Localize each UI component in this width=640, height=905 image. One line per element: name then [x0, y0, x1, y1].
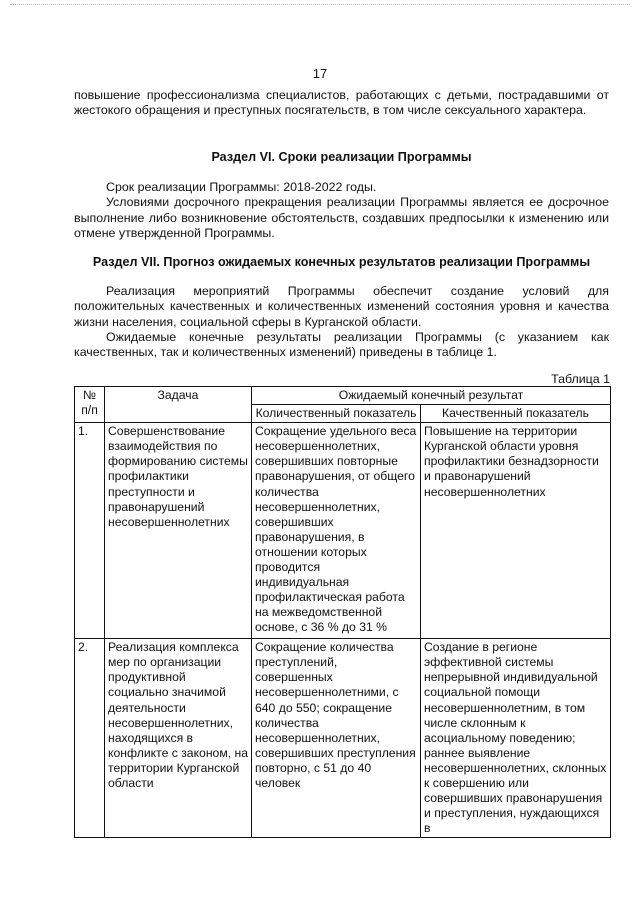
row-task: Совершенствование взаимодействия по формированию системы профилактики преступности и правонарушений несовершеннолетних [105, 423, 252, 639]
scan-edge-dots [10, 4, 630, 5]
header-task: Задача [105, 387, 252, 423]
page-number: 17 [312, 66, 328, 81]
header-expected-result: Ожидаемый конечный результат [252, 387, 611, 405]
row-quantitative: Сокращение удельного веса несовершеннолетних, совершивших повторные правонарушения, от общего количества несовершеннолетних, совершивших правонарушения, в отношении которых проводится индивидуальная профилактическая работа на межведомственной основе, с 36 % до 31 % [252, 423, 421, 639]
section-7-heading: Раздел VII. Прогноз ожидаемых конечных результатов реализации Программы [92, 255, 591, 269]
section-6-paragraph-2: Условиями досрочного прекращения реализации Программы является ее досрочное выполнение либо возникновение обстоятельств, создавших предпосылки к изменению или отмене утвержденной Программы. [74, 195, 609, 240]
section-7-paragraph-1: Реализация мероприятий Программы обеспечит создание условий для положительных качественных и количественных изменений состояния уровня и качества жизни населения, социальной сферы в Курганской области. [74, 284, 609, 329]
section-7-paragraph-2: Ожидаемые конечные результаты реализации Программы (с указанием как качественных, так и количественных изменений) приведены в таблице 1. [74, 329, 609, 360]
section-6-text [74, 180, 609, 241]
table-row [75, 639, 611, 838]
row-number: 2. [75, 639, 105, 838]
table-row [75, 423, 611, 639]
header-qualitative: Качественный показатель [421, 405, 611, 423]
row-qualitative: Создание в регионе эффективной системы непрерывной индивидуальной социальной помощи несовершеннолетним, в том числе склонным к асоциальному поведению; раннее выявление несовершеннолетних, склонных к совершению или совершивших правонарушения и преступления, нуждающихся в [421, 639, 611, 838]
table-caption: Таблица 1 [551, 372, 610, 386]
row-number: 1. [75, 423, 105, 639]
header-number: № п/п [75, 387, 105, 423]
row-qualitative: Повышение на территории Курганской области уровня профилактики безнадзорности и правонарушений несовершеннолетних [421, 423, 611, 639]
table-header-row [75, 387, 611, 405]
section-6-paragraph-1: Срок реализации Программы: 2018-2022 годы. [106, 180, 377, 194]
row-quantitative: Сокращение количества преступлений, совершенных несовершеннолетними, с 640 до 550; сокращение количества несовершеннолетних, совершивших преступления повторно, с 51 до 40 человек [252, 639, 421, 838]
row-task: Реализация комплекса мер по организации продуктивной социально значимой деятельности несовершеннолетних, находящихся в конфликте с законом, на территории Курганской области [105, 639, 252, 838]
intro-text-block [74, 88, 609, 119]
header-quantitative: Количественный показатель [252, 405, 421, 423]
results-table [74, 386, 611, 838]
section-6-heading: Раздел VI. Сроки реализации Программы [211, 150, 472, 164]
section-7-text [74, 284, 609, 360]
intro-paragraph: повышение профессионализма специалистов, работающих с детьми, пострадавшими от жестокого обращения и преступных посягательств, в том числе сексуального характера. [74, 88, 609, 118]
